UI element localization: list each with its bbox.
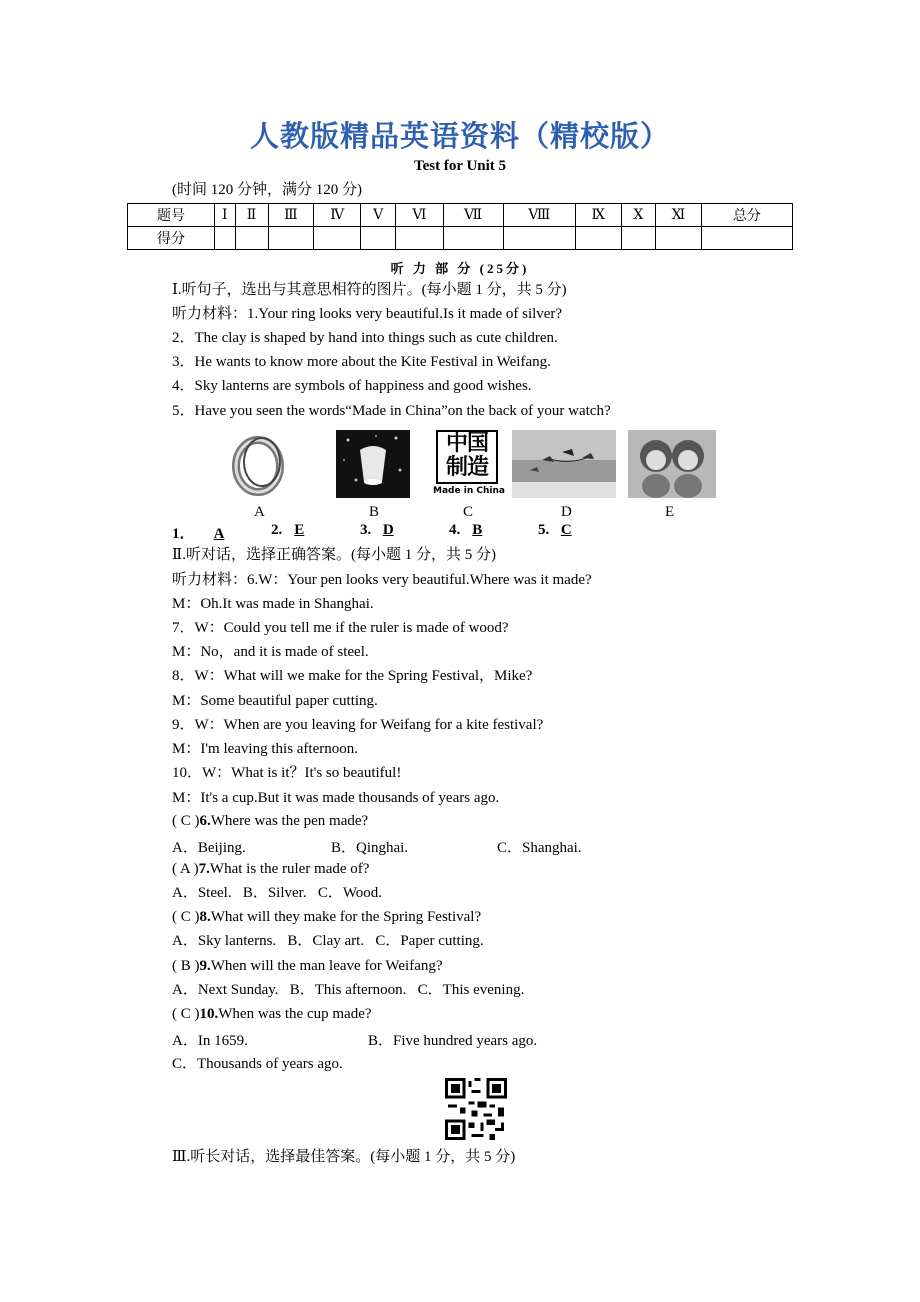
sky-lantern-image [336,430,410,498]
table-cell: Ⅰ [215,204,236,227]
part1-line: 听力材料：1.Your ring looks very beautiful.Is it made of silver? [172,306,563,322]
score-cell [503,227,575,250]
part2-line: 听力材料：6.W：Your pen looks very beautiful.Where was it made? [172,572,592,588]
table-cell: Ⅺ [656,204,702,227]
score-table-score-row [128,227,793,250]
table-cell: 题号 [128,204,215,227]
answer-4: 4. B [449,522,494,539]
score-cell [396,227,443,250]
table-cell: Ⅶ [443,204,503,227]
kites-image [512,430,616,498]
score-cell [443,227,503,250]
score-cell [268,227,314,250]
part2-line: M：No，and it is made of steel. [172,644,369,660]
q6-option-b: B．Qinghai. [331,840,409,856]
part1-line: 4．Sky lanterns are symbols of happiness and good wishes. [172,378,532,394]
part1-instruction: Ⅰ.听句子，选出与其意思相符的图片。(每小题 1 分，共 5 分) [172,282,567,298]
q9-options: A．Next Sunday. B．This afternoon. C．This evening. [172,982,525,998]
picture-label: C [463,504,474,520]
part2-line: 7．W：Could you tell me if the ruler is made of wood? [172,620,509,636]
answer-value: C [560,522,572,538]
score-table [127,203,793,250]
score-cell [314,227,361,250]
q8-options: A．Sky lanterns. B．Clay art. C．Paper cutting. [172,933,484,949]
q10-option-c: C．Thousands of years ago. [172,1056,343,1072]
made-in-china-image [432,430,506,498]
part2-instruction: Ⅱ.听对话，选择正确答案。(每小题 1 分，共 5 分) [172,547,496,563]
picture-label: B [369,504,380,520]
score-cell [656,227,702,250]
q6-option-a: A．Beijing. [172,840,246,856]
part2-line: M：It's a cup.But it was made thousands of years ago. [172,790,500,806]
question-8: ( C )8.What will they make for the Spring Festival? [172,909,482,925]
answer-5: 5. C [538,522,583,539]
part2-line: M：Oh.It was made in Shanghai. [172,596,374,612]
score-cell [576,227,622,250]
answer-value: B [472,522,483,538]
answer-1: 1． A [172,522,236,543]
table-cell: Ⅴ [361,204,396,227]
answer-value: E [294,522,305,538]
score-cell [215,227,236,250]
picture-label: D [561,504,572,520]
question-7: ( A )7.What is the ruler made of? [172,861,370,877]
time-note: (时间 120 分钟，满分 120 分) [172,182,362,198]
part1-line: 2．The clay is shaped by hand into things such as cute children. [172,330,558,346]
table-cell: 得分 [128,227,215,250]
part2-line: 10．W：What is it？It's so beautiful! [172,765,402,781]
question-10: ( C )10.When was the cup made? [172,1006,372,1022]
picture-label: A [254,504,265,520]
answer-2: 2. E [271,522,316,539]
table-cell: 总分 [701,204,792,227]
score-cell [361,227,396,250]
table-cell: Ⅱ [235,204,268,227]
table-cell: Ⅸ [576,204,622,227]
table-cell: Ⅵ [396,204,443,227]
q10-option-b: B．Five hundred years ago. [368,1033,538,1049]
stamp-caption: Made in China [433,486,505,496]
q7-options: A．Steel. B．Silver. C．Wood. [172,885,383,901]
ring-image [226,430,290,498]
part2-line: M：Some beautiful paper cutting. [172,693,378,709]
picture-label: E [665,504,675,520]
table-cell: Ⅹ [621,204,655,227]
score-cell [701,227,792,250]
q10-option-a: A．In 1659. [172,1033,248,1049]
part3-instruction: Ⅲ.听长对话，选择最佳答案。(每小题 1 分，共 5 分) [172,1149,516,1165]
question-6: ( C )6.Where was the pen made? [172,813,369,829]
banner-title: 人教版精品英语资料（精校版） [249,119,670,153]
part1-line: 5．Have you seen the words“Made in China”on the back of your watch? [172,403,611,419]
table-cell: Ⅲ [268,204,314,227]
table-cell: Ⅳ [314,204,361,227]
q6-option-c: C．Shanghai. [497,840,582,856]
stamp-text: 中国制造 [436,430,498,484]
score-table-header-row [128,204,793,227]
qr-code-image [445,1078,507,1140]
part2-line: 8．W：What will we make for the Spring Festival，Mike? [172,668,533,684]
table-cell: Ⅷ [503,204,575,227]
score-cell [621,227,655,250]
answer-value: A [213,526,225,542]
part2-line: M：I'm leaving this afternoon. [172,741,358,757]
answer-3: 3. D [360,522,405,539]
page-title: Test for Unit 5 [413,158,507,174]
part1-line: 3．He wants to know more about the Kite Festival in Weifang. [172,354,551,370]
clay-figures-image [628,430,716,498]
question-9: ( B )9.When will the man leave for Weifang? [172,958,443,974]
answer-value: D [382,522,394,538]
part2-line: 9．W：When are you leaving for Weifang for a kite festival? [172,717,544,733]
score-cell [235,227,268,250]
section-heading: 听 力 部 分 (25分) [390,261,530,276]
